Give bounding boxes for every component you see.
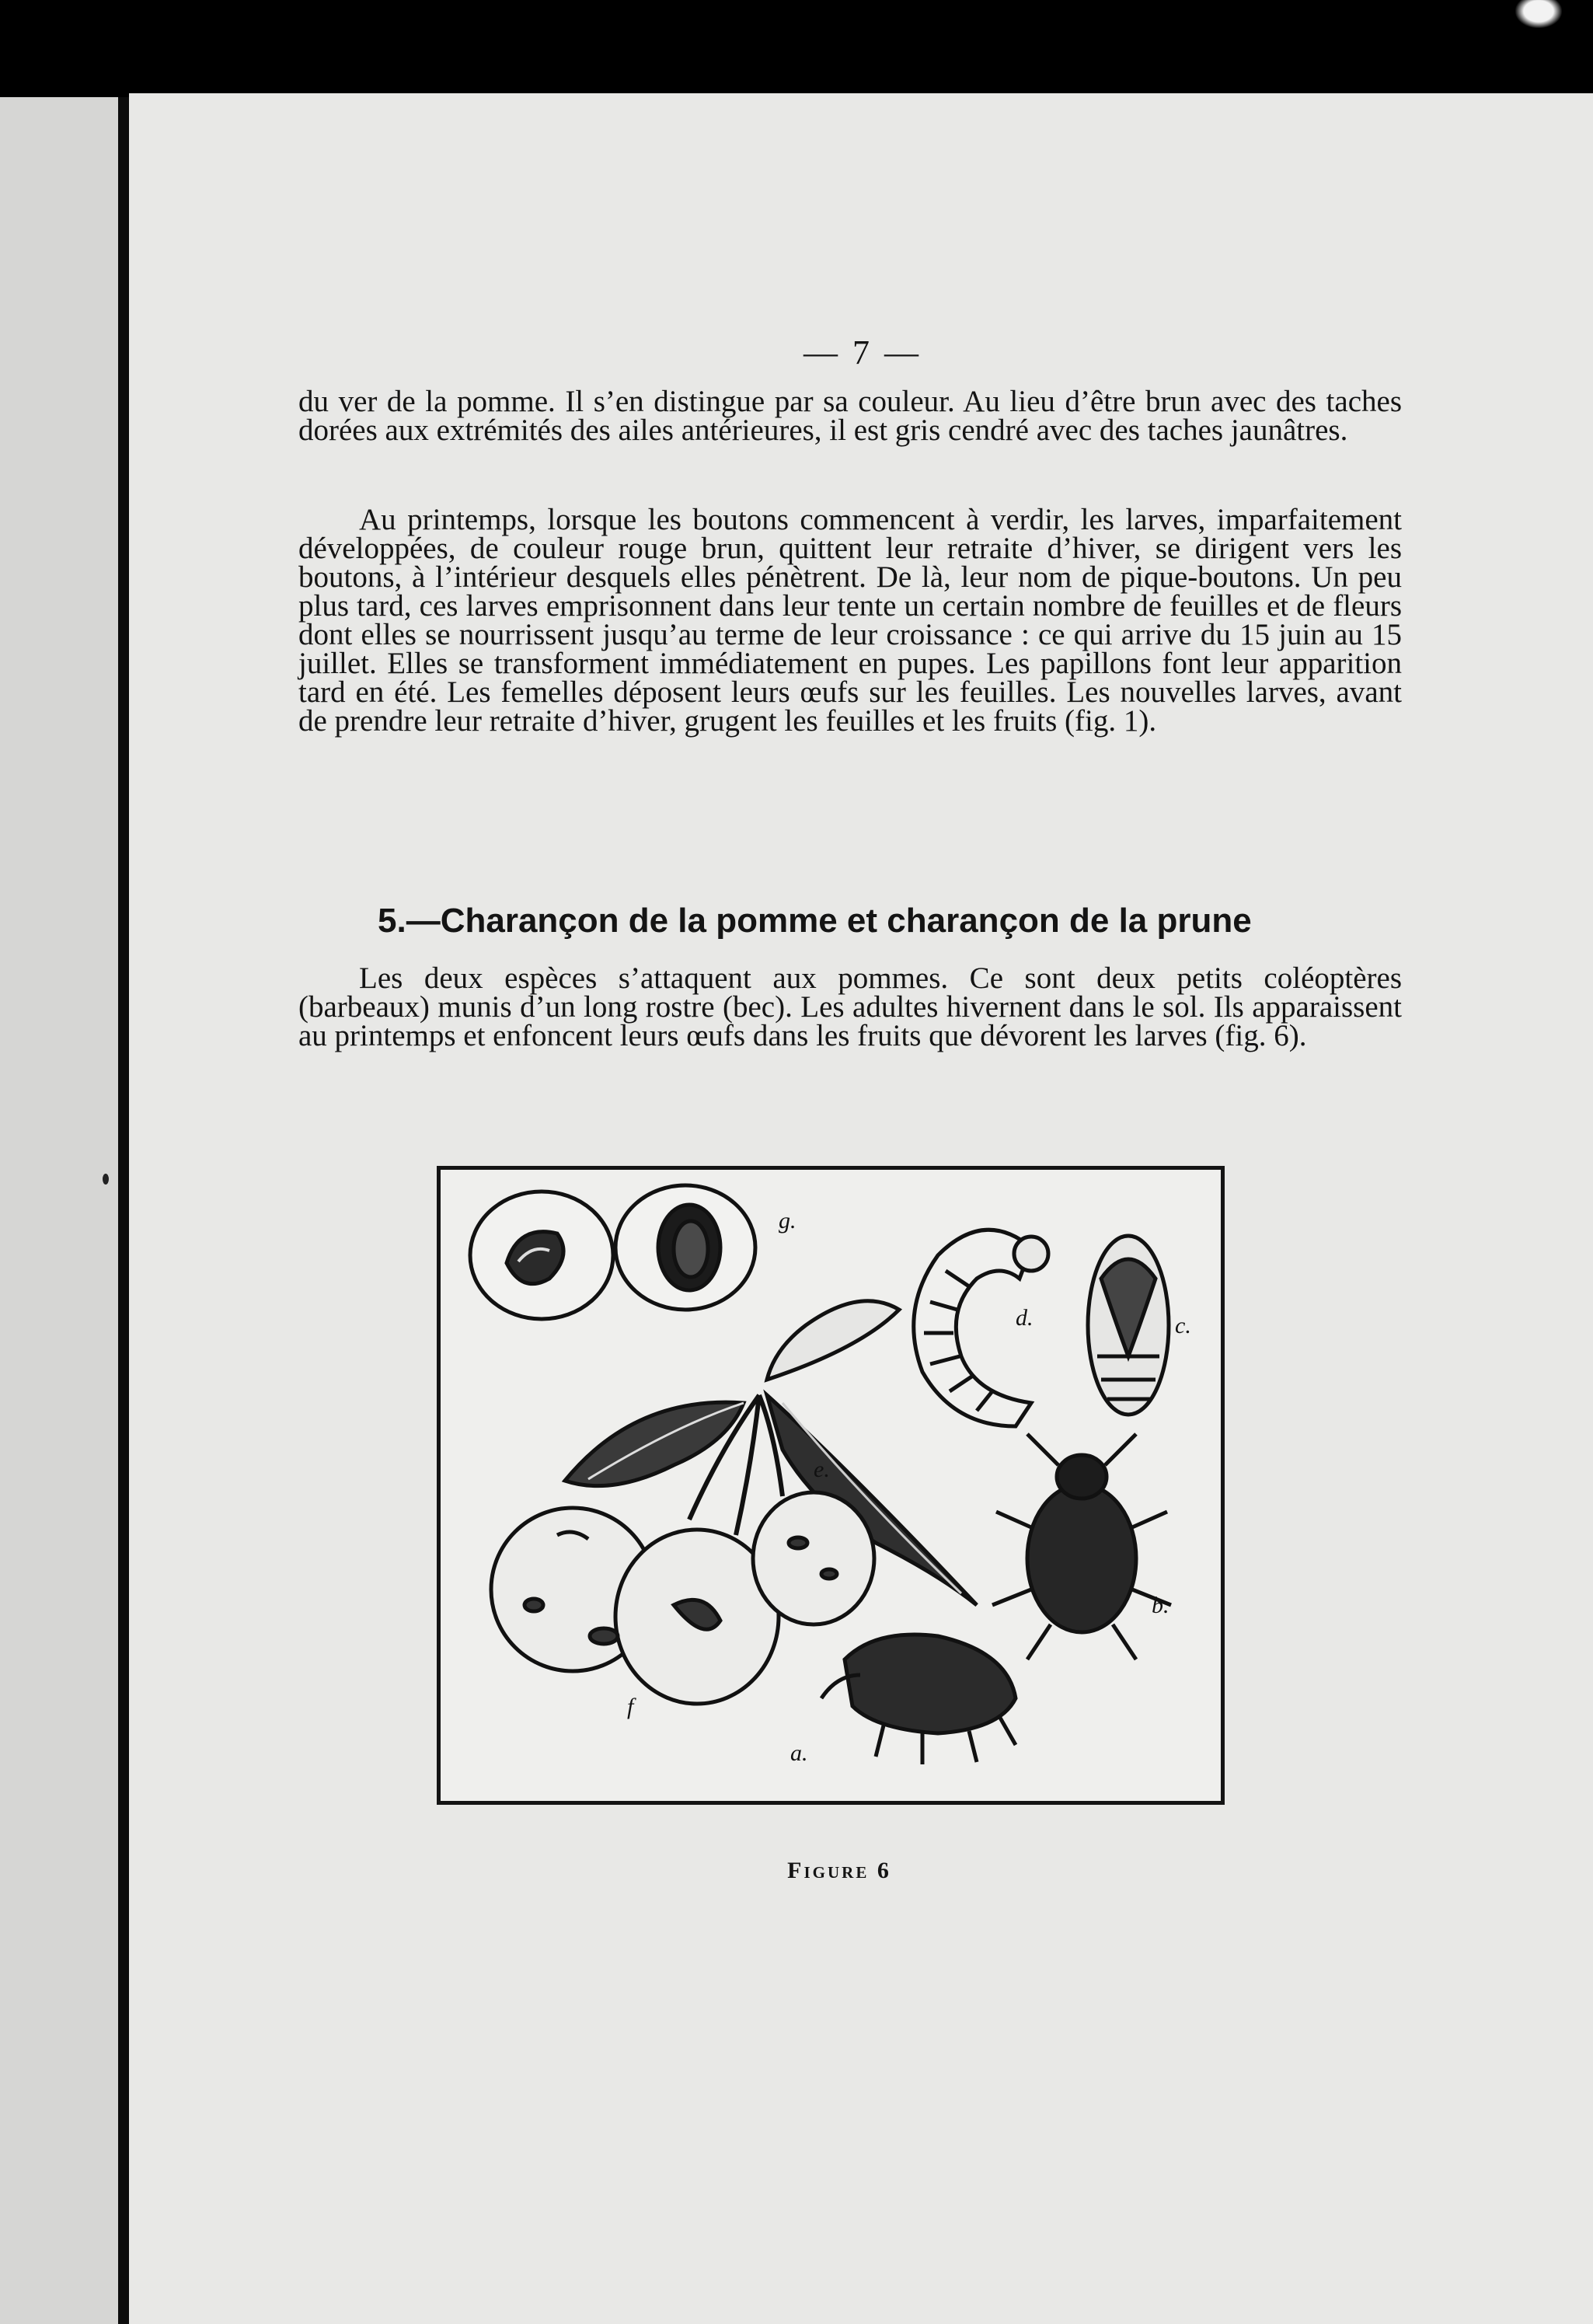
weevil-pupa bbox=[1088, 1236, 1169, 1415]
figure-illustration bbox=[437, 1166, 1225, 1805]
paragraph-1: du ver de la pomme. Il s’en distingue par sa couleur. Au lieu d’être brun avec des taches dorées aux extrémités des ailes antérieures, il est gris cendré avec des taches jaunâtres. bbox=[298, 385, 1402, 447]
label-g: g. bbox=[779, 1208, 796, 1234]
paragraph-2-text: Au printemps, lorsque les boutons commencent à verdir, les larves, imparfaitement développées, de couleur rouge brun, quittent leur retraite d’hiver, se dirigent vers les boutons, à l’intérieur desquels elles pénètrent. De là, leur nom de pique-boutons. Un peu plus tard, ces larves emprisonnent dans leur tente un certain nombre de feuilles et de fleurs dont elles se nourrissent jusqu’au terme de leur croissance : ce qui arrive du 15 juin au 15 juillet. Elles se transforment immédiatement en pupes. Les papillons font leur apparition tard en été. Les femelles déposent leurs œufs sur les feuilles. Les nouvelles larves, avant de prendre leur retraite d’hiver, grugent les feuilles et les fruits (fig. 1). bbox=[298, 503, 1402, 738]
adult-weevil-side bbox=[821, 1635, 1016, 1764]
page-number: — 7 — bbox=[803, 333, 922, 372]
adjacent-page-edge bbox=[0, 97, 118, 2324]
label-a: a. bbox=[790, 1740, 808, 1766]
figure-caption: Figure 6 bbox=[787, 1858, 891, 1883]
label-b: b. bbox=[1152, 1593, 1169, 1618]
halved-plum-left bbox=[470, 1192, 613, 1319]
paragraph-2 bbox=[298, 503, 1402, 738]
scan-artifact bbox=[1515, 0, 1562, 28]
halved-plum-right bbox=[615, 1185, 755, 1310]
section-heading: 5.—Charançon de la pomme et charançon de la prune bbox=[378, 902, 1252, 940]
damaged-plums bbox=[491, 1492, 874, 1704]
paragraph-3-text: Les deux espèces s’attaquent aux pommes. Ce sont deux petits coléoptères (barbeaux) munis d’un long rostre (bec). Les adultes hivernent dans le sol. Ils apparaissent au printemps et enfoncent leurs œufs dans les fruits que dévorent les larves (fig. 6). bbox=[298, 961, 1402, 1052]
weevil-plum-drawing bbox=[441, 1170, 1221, 1801]
adult-weevil-top bbox=[992, 1434, 1171, 1659]
label-f: f bbox=[627, 1694, 634, 1719]
margin-speck bbox=[103, 1174, 109, 1185]
page-gutter-shadow bbox=[118, 97, 129, 2324]
paragraph-3 bbox=[298, 961, 1402, 1052]
label-e: e. bbox=[814, 1457, 830, 1482]
label-d: d. bbox=[1016, 1305, 1034, 1331]
label-c: c. bbox=[1175, 1313, 1191, 1338]
